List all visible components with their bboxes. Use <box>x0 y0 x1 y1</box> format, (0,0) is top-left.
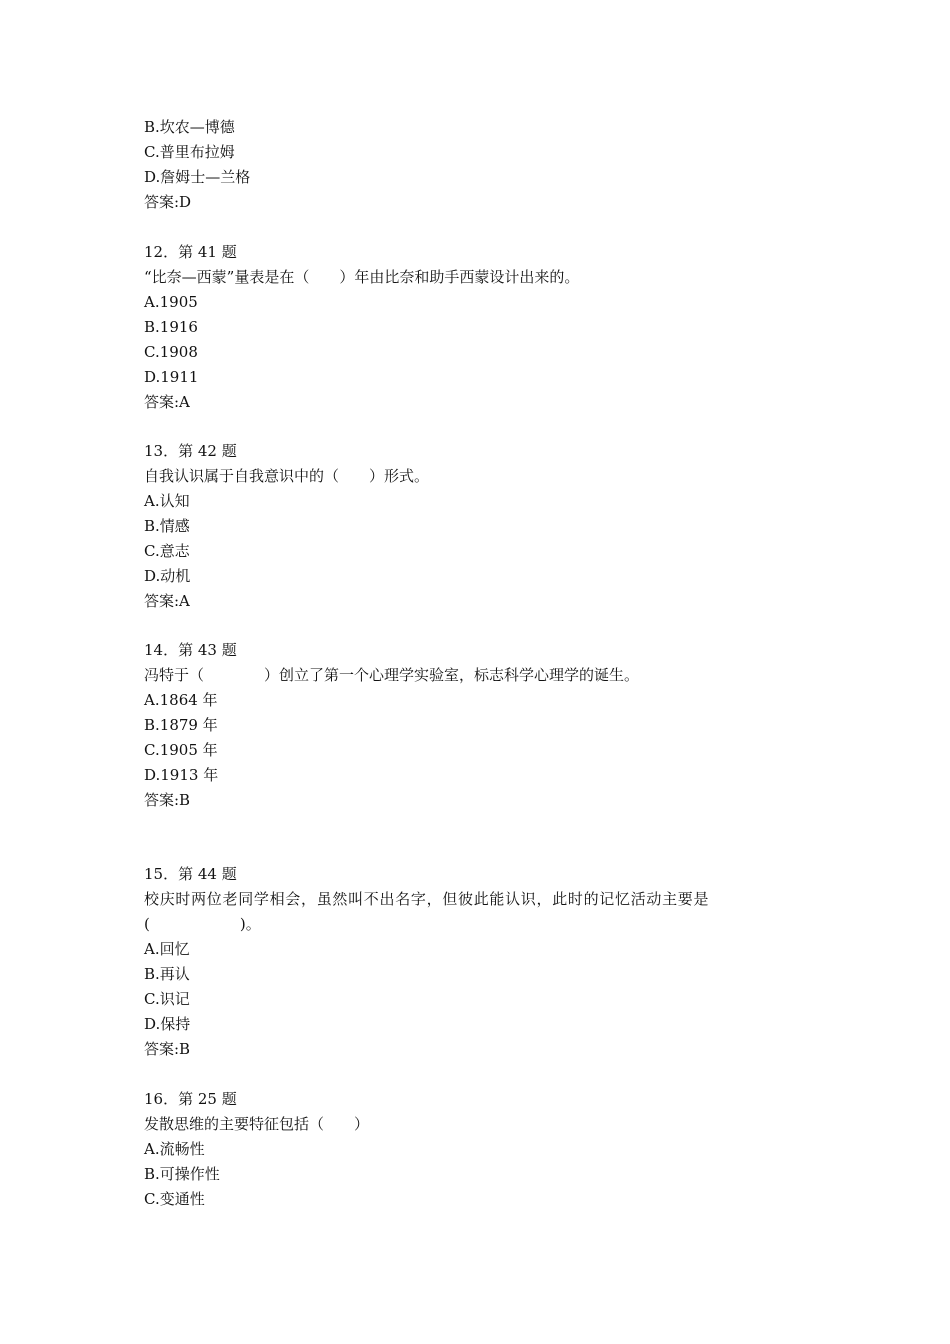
answer: 答案:B <box>144 791 191 809</box>
option-a: A.回忆 <box>144 940 190 958</box>
option-d: D.保持 <box>144 1015 191 1033</box>
option-b: B.情感 <box>144 517 190 535</box>
question-heading: 16．第 25 题 <box>144 1090 237 1108</box>
option-c: C.变通性 <box>144 1190 205 1208</box>
option-c: C.普里布拉姆 <box>144 143 235 161</box>
option-d: D.詹姆士—兰格 <box>144 168 251 186</box>
question-text: 冯特于（ ）创立了第一个心理学实验室，标志科学心理学的诞生。 <box>144 666 640 684</box>
option-a: A.1905 <box>144 293 198 311</box>
option-a: A.1864 年 <box>144 691 218 709</box>
option-d: D.1911 <box>144 368 199 386</box>
question-heading: 12．第 41 题 <box>144 243 237 261</box>
option-b: B.再认 <box>144 965 190 983</box>
option-d: D.动机 <box>144 567 191 585</box>
option-a: A.流畅性 <box>144 1140 205 1158</box>
question-text: “比奈—西蒙”量表是在（ ）年由比奈和助手西蒙设计出来的。 <box>144 268 580 286</box>
option-c: C.识记 <box>144 990 190 1008</box>
question-text-continued: ( )。 <box>144 915 261 933</box>
option-c: C.1905 年 <box>144 741 218 759</box>
question-heading: 15．第 44 题 <box>144 865 237 883</box>
option-b: B.可操作性 <box>144 1165 220 1183</box>
answer: 答案:D <box>144 193 192 211</box>
option-d: D.1913 年 <box>144 766 219 784</box>
question-text: 自我认识属于自我意识中的（ ）形式。 <box>144 467 430 485</box>
option-b: B.坎农—博德 <box>144 118 235 136</box>
answer: 答案:A <box>144 592 190 610</box>
question-heading: 13．第 42 题 <box>144 442 237 460</box>
answer: 答案:B <box>144 1040 191 1058</box>
option-c: C.意志 <box>144 542 190 560</box>
option-b: B.1879 年 <box>144 716 218 734</box>
question-text: 校庆时两位老同学相会，虽然叫不出名字，但彼此能认识，此时的记忆活动主要是 <box>144 890 710 908</box>
option-a: A.认知 <box>144 492 190 510</box>
option-c: C.1908 <box>144 343 198 361</box>
question-heading: 14．第 43 题 <box>144 641 237 659</box>
option-b: B.1916 <box>144 318 198 336</box>
answer: 答案:A <box>144 393 190 411</box>
question-text: 发散思维的主要特征包括（ ） <box>144 1115 370 1133</box>
